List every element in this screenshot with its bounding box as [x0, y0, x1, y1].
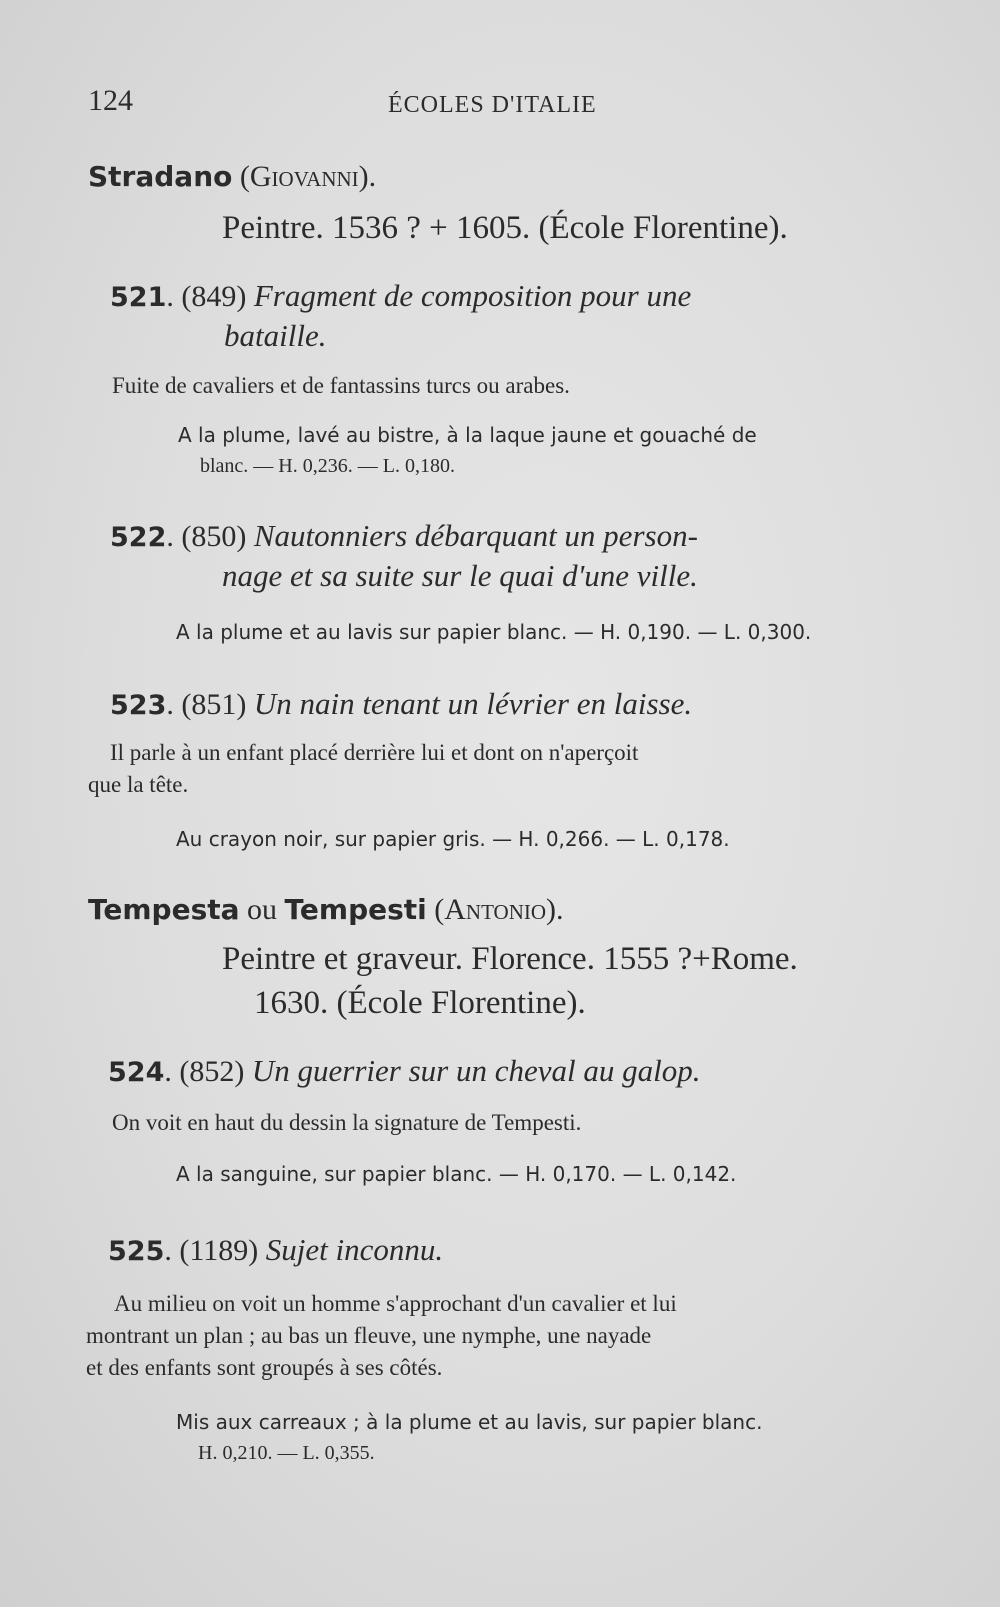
- inventory-number: (849): [181, 280, 247, 313]
- inventory-number: (852): [179, 1055, 245, 1088]
- running-title: ÉCOLES D'ITALIE: [388, 92, 597, 118]
- entry-separator: .: [166, 520, 182, 553]
- entry-description-continued: que la tête.: [88, 772, 189, 797]
- artist-name: Tempesta: [88, 893, 240, 926]
- entry-heading-525: [108, 1232, 443, 1268]
- entry-description: Au milieu on voit un homme s'approchant d'un cavalier et lui: [114, 1291, 677, 1316]
- paren-close: ).: [546, 893, 564, 926]
- artist-firstname: Antonio: [444, 893, 547, 926]
- inventory-number: (851): [181, 688, 247, 721]
- entry-heading-523: [110, 686, 692, 722]
- entry-number: 522: [110, 522, 167, 553]
- entry-technique: Mis aux carreaux ; à la plume et au lavis, sur papier blanc.: [176, 1410, 763, 1434]
- artist-name: Stradano: [88, 160, 233, 193]
- artist-firstname: Giovanni: [249, 160, 359, 193]
- entry-number: 525: [108, 1236, 165, 1267]
- entry-separator: .: [166, 280, 182, 313]
- entry-separator: .: [164, 1234, 180, 1267]
- entry-title: Un guerrier sur un cheval au galop.: [251, 1053, 701, 1088]
- entry-title: Sujet inconnu.: [265, 1232, 444, 1267]
- entry-title: Nautonniers débarquant un person-: [253, 518, 698, 553]
- entry-description-continued: montrant un plan ; au bas un fleuve, une nymphe, une nayade: [86, 1323, 652, 1348]
- entry-technique-continued: H. 0,210. — L. 0,355.: [198, 1442, 375, 1464]
- entry-number: 521: [110, 282, 167, 313]
- entry-title: Un nain tenant un lévrier en laisse.: [253, 686, 693, 721]
- entry-title-continued: bataille.: [224, 318, 327, 353]
- entry-description: Fuite de cavaliers et de fantassins turcs ou arabes.: [112, 373, 570, 398]
- entry-technique: A la sanguine, sur papier blanc. — H. 0,170. — L. 0,142.: [176, 1162, 737, 1186]
- entry-description-continued: et des enfants sont groupés à ses côtés.: [86, 1355, 443, 1380]
- entry-heading-521: [110, 278, 691, 314]
- entry-title-continued: nage et sa suite sur le quai d'une ville.: [222, 558, 698, 593]
- name-connector: ou: [239, 893, 285, 926]
- artist-heading-tempesta: [88, 893, 564, 927]
- paren-open: (: [426, 893, 445, 926]
- entry-number: 523: [110, 690, 167, 721]
- entry-number: 524: [108, 1057, 165, 1088]
- artist-bio-line-continued: 1630. (École Florentine).: [254, 985, 586, 1021]
- page-number: 124: [88, 84, 133, 117]
- entry-technique: A la plume et au lavis sur papier blanc. — H. 0,190. — L. 0,300.: [176, 620, 812, 644]
- inventory-number: (850): [181, 520, 247, 553]
- entry-separator: .: [164, 1055, 180, 1088]
- artist-heading-stradano: [88, 160, 376, 194]
- artist-bio-line: Peintre. 1536 ? + 1605. (École Florentine).: [222, 210, 788, 246]
- entry-title: Fragment de composition pour une: [253, 278, 692, 313]
- entry-description: Il parle à un enfant placé derrière lui et dont on n'aperçoit: [110, 740, 639, 765]
- entry-separator: .: [166, 688, 182, 721]
- entry-heading-522: [110, 518, 698, 554]
- inventory-number: (1189): [179, 1234, 259, 1267]
- paren-open: (: [232, 160, 250, 193]
- entry-technique: A la plume, lavé au bistre, à la laque jaune et gouaché de: [178, 423, 757, 447]
- artist-bio-line: Peintre et graveur. Florence. 1555 ?+Rome.: [222, 941, 798, 977]
- entry-technique: Au crayon noir, sur papier gris. — H. 0,266. — L. 0,178.: [176, 827, 730, 851]
- entry-heading-524: [108, 1053, 700, 1089]
- paren-close: ).: [358, 160, 377, 193]
- entry-technique-continued: blanc. — H. 0,236. — L. 0,180.: [200, 455, 455, 477]
- entry-description: On voit en haut du dessin la signature de Tempesti.: [112, 1110, 582, 1135]
- artist-name-alternate: Tempesti: [284, 893, 427, 926]
